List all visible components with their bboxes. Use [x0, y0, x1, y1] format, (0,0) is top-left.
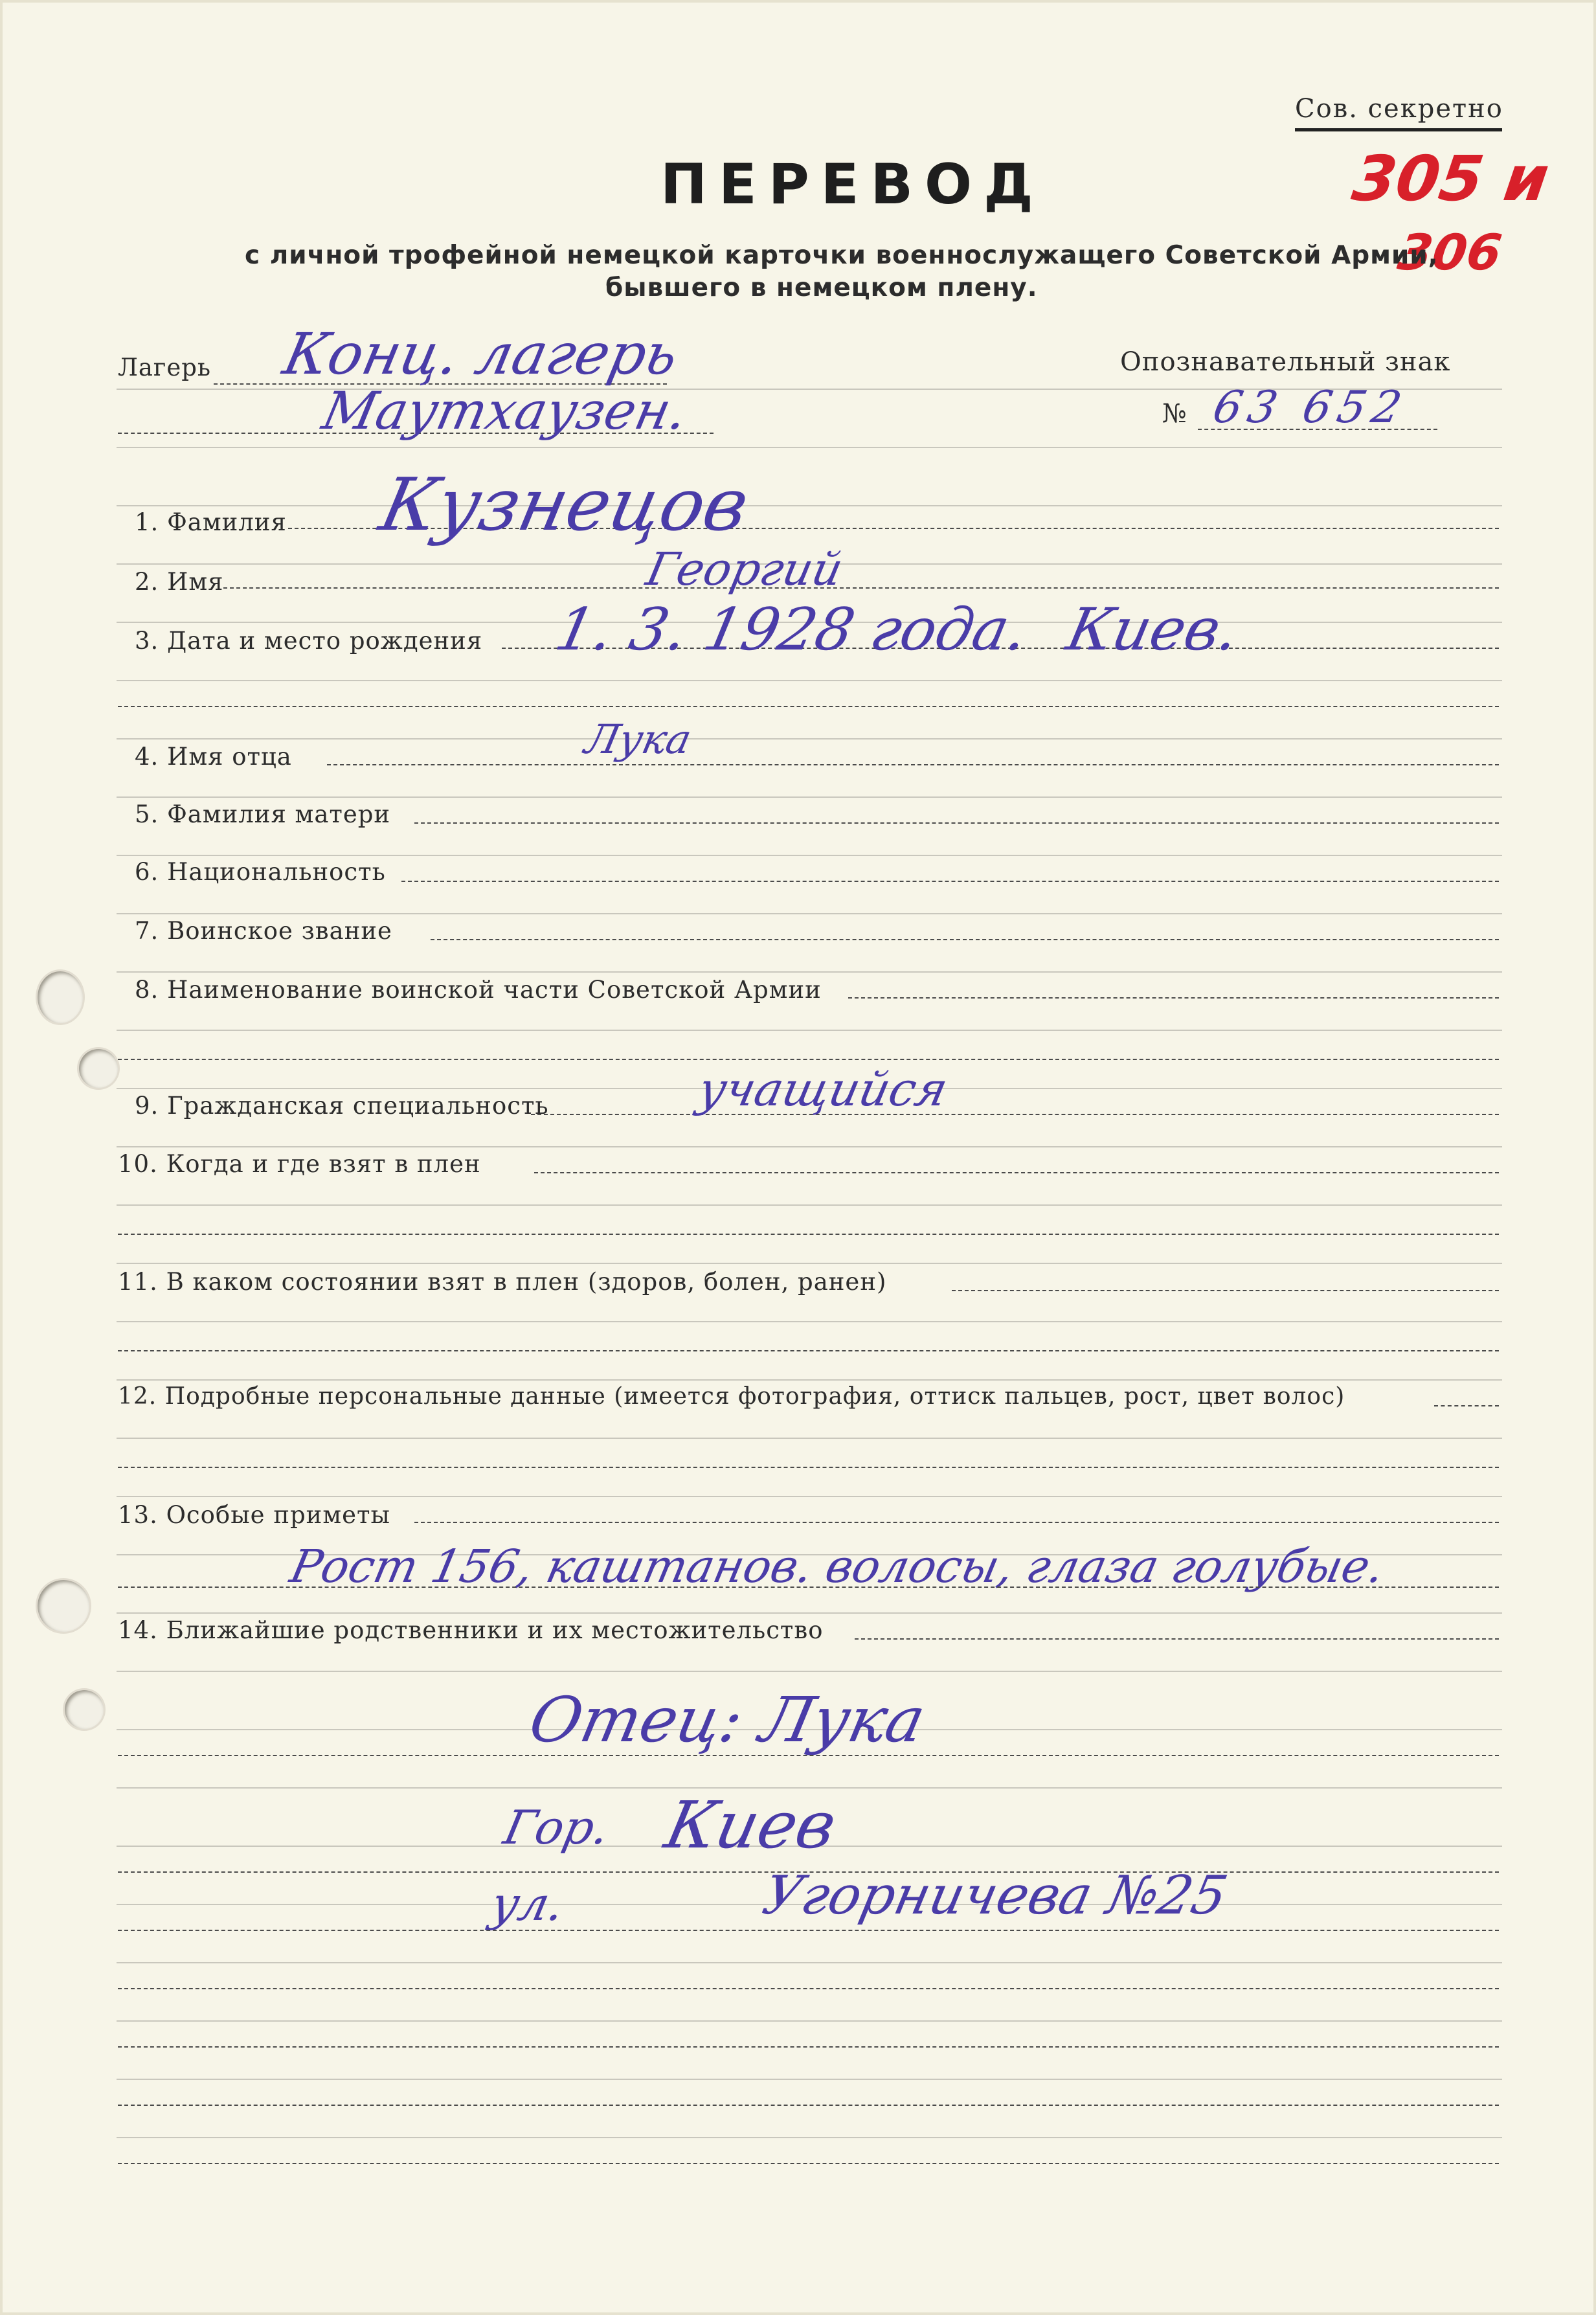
punch-hole: [79, 1049, 118, 1088]
field-10-label: 10. Когда и где взят в плен: [118, 1150, 481, 1178]
id-prefix: №: [1162, 399, 1187, 429]
document-subtitle-1: с личной трофейной немецкой карточки военнослужащего Советской Армии,: [245, 241, 1439, 270]
classification-stamp: Сов. секретно: [1295, 94, 1503, 124]
field-1-label: 1. Фамилия: [135, 508, 287, 536]
field-11-label: 11. В каком состоянии взят в плен (здоров, болен, ранен): [118, 1268, 887, 1296]
field-3-value-place: Киев.: [1061, 596, 1246, 664]
archive-number-1: 305 и: [1348, 142, 1553, 215]
field-1-value: Кузнецов: [373, 463, 756, 547]
field-2-value: Георгий: [642, 543, 848, 596]
field-3-label: 3. Дата и место рождения: [135, 627, 483, 655]
field-6-label: 6. Национальность: [135, 858, 386, 886]
field-14-value-street: Угорничева №25: [757, 1865, 1233, 1926]
field-4-label: 4. Имя отца: [135, 743, 292, 771]
field-13-label: 13. Особые приметы: [118, 1501, 390, 1529]
punch-hole: [38, 1580, 89, 1632]
id-label: Опознавательный знак: [1120, 347, 1451, 377]
document-title: ПЕРЕВОД: [660, 152, 1045, 217]
archive-number-2: 306: [1394, 223, 1505, 281]
camp-value-1: Конц. лагерь: [278, 321, 684, 387]
field-7-label: 7. Воинское звание: [135, 917, 392, 945]
punch-hole: [38, 971, 83, 1023]
field-3-value-date: 1. 3. 1928 года.: [549, 596, 1034, 664]
punch-hole: [65, 1690, 104, 1729]
field-9-label: 9. Гражданская специальность: [135, 1092, 549, 1120]
id-value: 63 652: [1208, 382, 1413, 433]
field-2-label: 2. Имя: [135, 568, 224, 596]
field-14-value-street-prefix: ул.: [486, 1877, 570, 1931]
field-9-value: учащийся: [693, 1062, 953, 1116]
camp-value-2: Маутхаузен.: [317, 381, 693, 441]
camp-label: Лагерь: [118, 354, 212, 381]
field-14-value-city: Киев: [658, 1787, 843, 1863]
field-14-value-city-prefix: Гор.: [499, 1800, 614, 1855]
field-12-label: 12. Подробные персональные данные (имеется фотография, оттиск пальцев, рост, цвет волос): [118, 1383, 1345, 1410]
classification-underline: [1295, 128, 1502, 131]
field-13-value: Рост 156, каштанов. волосы, глаза голубые.: [286, 1540, 1389, 1593]
document-subtitle-2: бывшего в немецком плену.: [605, 273, 1038, 302]
field-4-value: Лука: [581, 716, 696, 763]
field-5-label: 5. Фамилия матери: [135, 800, 391, 828]
field-14-label: 14. Ближайшие родственники и их местожительство: [118, 1616, 824, 1644]
field-8-label: 8. Наименование воинской части Советской Армии: [135, 976, 822, 1004]
field-14-value-father: Отец: Лука: [523, 1684, 932, 1756]
